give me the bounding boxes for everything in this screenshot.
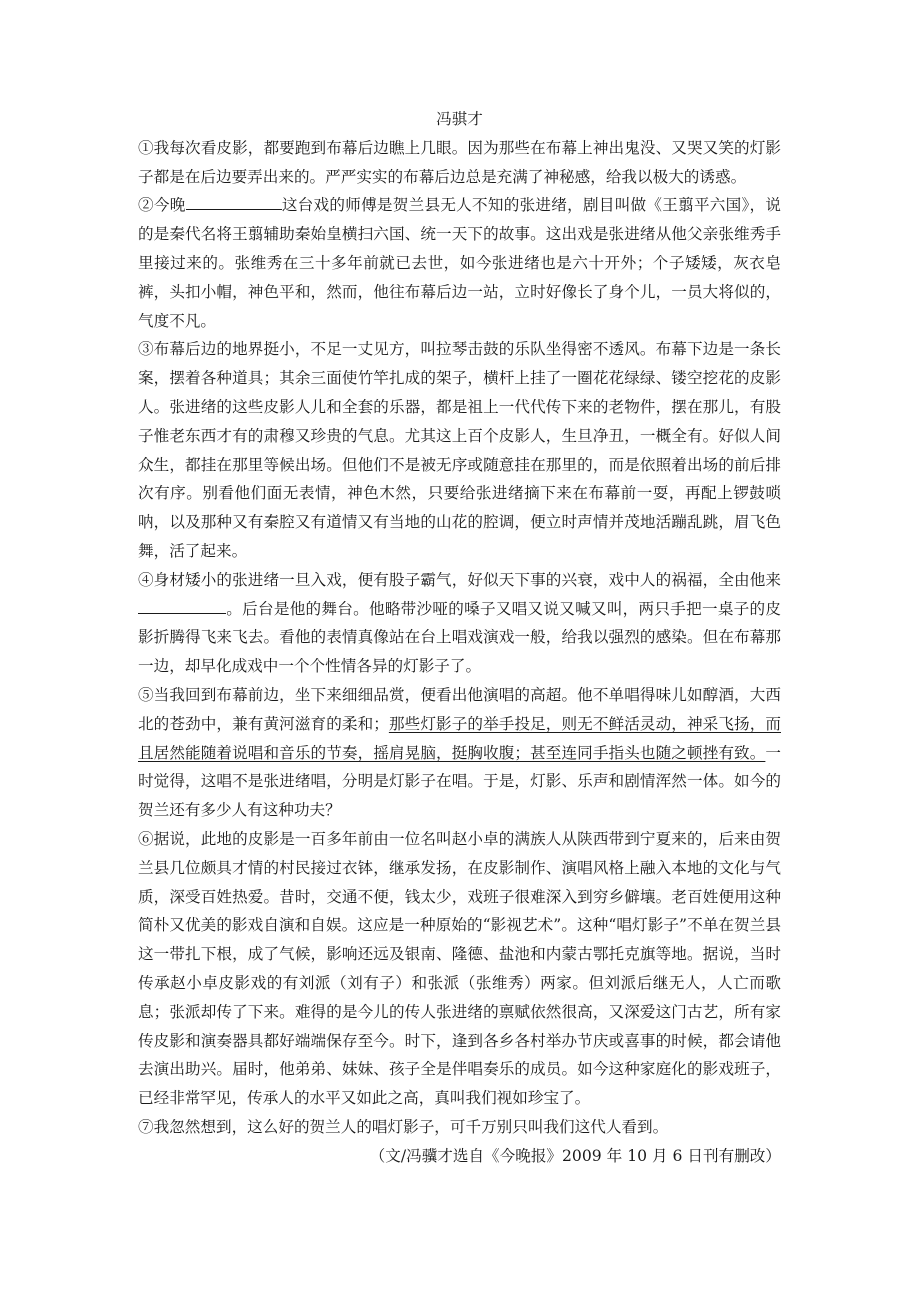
- paragraph-2: [138, 191, 781, 335]
- paragraph-1: ①我每次看皮影，都要跑到布幕后边瞧上几眼。因为那些在布幕上神出鬼没、又哭又笑的灯影子都是在后边要弄出来的。严严实实的布幕后边总是充满了神秘感，给我以极大的诱惑。: [138, 138, 781, 186]
- paragraph-4-start: ④身材矮小的张进绪一旦入戏，便有股子霸气，好似天下事的兴衰，戏中人的祸福，全由他来: [138, 570, 781, 589]
- paragraph-4-rest: 。后台是他的舞台。他略带沙哑的嗓子又唱又说又喊又叫，两只手把一桌子的皮影折腾得飞来飞去。看他的表情真像站在台上唱戏演戏一般，给我以强烈的感染。但在布幕那一边，却早化成戏中一个个性情各异的灯影子了。: [138, 599, 781, 676]
- paragraph-3: ③布幕后边的地界挺小，不足一丈见方，叫拉琴击鼓的乐队坐得密不透风。布幕下边是一条长案，摆着各种道具；其余三面使竹竿扎成的架子，横杆上挂了一圈花花绿绿、镂空挖花的皮影人。张进绪的这些皮影人儿和全套的乐器，都是祖上一代代传下来的老物件，摆在那儿，有股子惟老东西才有的肃穆又珍贵的气息。尤其这上百个皮影人，生旦净丑，一概全有。好似人间众生，都挂在那里等候出场。但他们不是被无序或随意挂在那里的，而是依照着出场的前后排次有序。别看他们面无表情，神色木然，只要给张进绪摘下来在布幕前一耍，再配上锣鼓唢呐，以及那种又有秦腔又有道情又有当地的山花的腔调，便立时声情并茂地活蹦乱跳，眉飞色舞，活了起来。: [138, 340, 781, 560]
- source-citation: （文/冯骥才选自《今晚报》2009 年 10 月 6 日刊有删改）: [369, 1146, 781, 1165]
- article: [138, 105, 781, 1170]
- fill-in-blank-1: [186, 193, 282, 210]
- paragraph-5-rest: 一时觉得，这唱不是张进绪唱，分明是灯影子在唱。于是，灯影、乐声和剧情浑然一体。如今的贺兰还有多少人有这种功夫？: [138, 743, 781, 820]
- paragraph-6: ⑥据说，此地的皮影是一百多年前由一位名叫赵小卓的满族人从陕西带到宁夏来的，后来由贺兰县几位颇具才情的村民接过衣钵，继承发扬，在皮影制作、演唱风格上融入本地的文化与气质，深受百姓热爱。昔时，交通不便，钱太少，戏班子很难深入到穷乡僻壤。老百姓便用这种简朴又优美的影戏自演和自娱。这应是一种原始的“影视艺术”。这种“唱灯影子”不单在贺兰县这一带扎下根，成了气候，影响还远及银南、隆德、盐池和内蒙古鄂托克旗等地。据说，当时传承赵小卓皮影戏的有刘派（刘有子）和张派（张维秀）两家。但刘派后继无人，人亡而歌息；张派却传了下来。难得的是今儿的传人张进绪的禀赋依然很高，又深爱这门古艺，所有家传皮影和演奏器具都好端端保存至今。时下，逢到各乡各村举办节庆或喜事的时候，都会请他去演出助兴。届时，他弟弟、妹妹、孩子全是伴唱奏乐的成员。如今这种家庭化的影戏班子，已经非常罕见，传承人的水平又如此之高，真叫我们视如珍宝了。: [138, 829, 781, 1108]
- paragraph-7: ⑦我忽然想到，这么好的贺兰人的唱灯影子，可千万别只叫我们这代人看到。: [138, 1117, 669, 1136]
- paragraph-2-rest: 这台戏的师傅是贺兰县无人不知的张进绪，剧目叫做《王翦平六国》，说的是秦代名将王翦辅助秦始皇横扫六国、统一天下的故事。这出戏是张进绪从他父亲张维秀手里接过来的。张维秀在三十多年前就已去世，如今张进绪也是六十开外；个子矮矮，灰衣皂裤，头扣小帽，神色平和，然而，他往布幕后边一站，立时好像长了身个儿，一员大将似的，气度不凡。: [138, 196, 781, 330]
- author-heading: 冯骐才: [436, 110, 483, 128]
- fill-in-blank-2: [138, 597, 226, 614]
- paragraph-4: [138, 566, 781, 681]
- paragraph-5: [138, 681, 781, 825]
- paragraph-2-start: ②今晚: [138, 196, 186, 215]
- underlined-sentence: 那些灯影子的举手投足，则无不鲜活灵动，神采飞扬，而且居然能随着说唱和音乐的节奏，摇肩晃脑，挺胸收腹；甚至连同手指头也随之顿挫有致。: [138, 714, 781, 762]
- paragraph-5-start: ⑤当我回到布幕前边，坐下来细细品赏，便看出他演唱的高超。他不单唱得味儿如醇酒，大西北的苍劲中，兼有黄河滋育的柔和；: [138, 685, 781, 733]
